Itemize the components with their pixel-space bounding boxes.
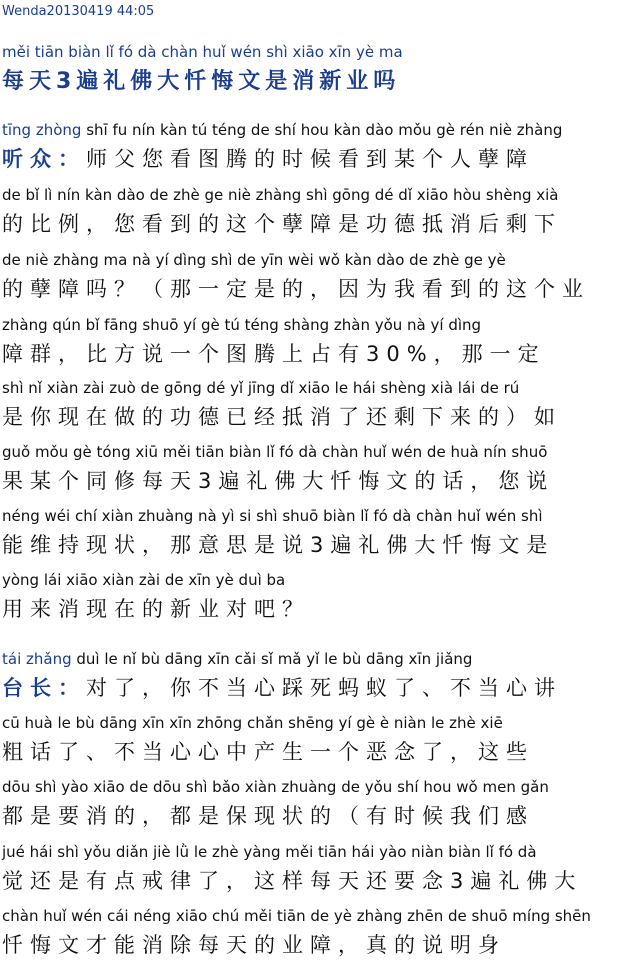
speaker-label: 听众： bbox=[2, 147, 86, 171]
text-line: 是你现在做的功德已经抵消了还剩下来的）如 bbox=[2, 405, 562, 429]
pinyin-line: jué hái shì yǒu diǎn jiè lǜ le zhè yàng měi tiān hái yào niàn biàn lǐ fó dà bbox=[2, 843, 537, 861]
text-line: 的比例，您看到的这个孽障是功德抵消后剩下 bbox=[2, 212, 562, 236]
pinyin-line bbox=[2, 650, 472, 668]
text-line: 忏悔文才能消除每天的业障，真的说明身 bbox=[2, 933, 506, 957]
pinyin-line: yòng lái xiāo xiàn zài de xīn yè duì ba bbox=[2, 571, 286, 589]
speaker-pinyin: tīng zhòng bbox=[2, 121, 82, 139]
pinyin-line: de niè zhàng ma nà yí dìng shì de yīn wèi wǒ kàn dào de zhè ge yè bbox=[2, 251, 506, 269]
text-line: 果某个同修每天3遍礼佛大忏悔文的话，您说 bbox=[2, 469, 555, 493]
text-line: 的孽障吗？（那一定是的，因为我看到的这个业 bbox=[2, 277, 590, 301]
document-header: Wenda20130419 44:05 bbox=[2, 4, 155, 19]
pinyin-line: de bǐ lì nín kàn dào de zhè ge niè zhàng shì gōng dé dǐ xiāo hòu shèng xià bbox=[2, 186, 559, 204]
title: 每天3遍礼佛大忏悔文是消新业吗 bbox=[2, 69, 401, 94]
text-line: 障群，比方说一个图腾上占有30%，那一定 bbox=[2, 342, 546, 366]
text-line bbox=[2, 143, 534, 173]
text-line: 粗话了、不当心心中产生一个恶念了，这些 bbox=[2, 740, 534, 764]
pinyin-line: guǒ mǒu gè tóng xiū měi tiān biàn lǐ fó dà chàn huǐ wén de huà nín shuō bbox=[2, 443, 548, 461]
text-line: 用来消现在的新业对吧？ bbox=[2, 597, 310, 621]
speaker-label: 台长： bbox=[2, 676, 86, 700]
pinyin-line: cū huà le bù dāng xīn xīn zhōng chǎn shēng yí gè è niàn le zhè xiē bbox=[2, 714, 503, 732]
pinyin-line: dōu shì yào xiāo de dōu shì bǎo xiàn zhuàng de yǒu shí hou wǒ men gǎn bbox=[2, 778, 549, 796]
pinyin-text: shī fu nín kàn tú téng de shí hou kàn dào mǒu gè rén niè zhàng bbox=[81, 121, 563, 139]
pinyin-line bbox=[2, 121, 562, 139]
line-text: 对了，你不当心踩死蚂蚁了、不当心讲 bbox=[86, 676, 562, 700]
pinyin-text: duì le nǐ bù dāng xīn cǎi sǐ mǎ yǐ le bù dāng xīn jiǎng bbox=[71, 650, 473, 668]
text-line bbox=[2, 672, 562, 702]
pinyin-line: néng wéi chí xiàn zhuàng nà yì si shì shuō biàn lǐ fó dà chàn huǐ wén shì bbox=[2, 507, 543, 525]
pinyin-line: zhàng qún bǐ fāng shuō yí gè tú téng shàng zhàn yǒu nà yí dìng bbox=[2, 316, 482, 334]
pinyin-line: chàn huǐ wén cái néng xiāo chú měi tiān de yè zhàng zhēn de shuō míng shēn bbox=[2, 907, 591, 925]
speaker-pinyin: tái zhǎng bbox=[2, 650, 72, 668]
pinyin-line: shì nǐ xiàn zài zuò de gōng dé yǐ jīng dǐ xiāo le hái shèng xià lái de rú bbox=[2, 379, 520, 397]
text-line: 都是要消的，都是保现状的（有时候我们感 bbox=[2, 804, 534, 828]
text-line: 觉还是有点戒律了，这样每天还要念3遍礼佛大 bbox=[2, 869, 583, 893]
title-pinyin: měi tiān biàn lǐ fó dà chàn huǐ wén shì xiāo xīn yè ma bbox=[2, 43, 403, 61]
line-text: 师父您看图腾的时候看到某个人孽障 bbox=[86, 147, 534, 171]
text-line: 能维持现状，那意思是说3遍礼佛大忏悔文是 bbox=[2, 533, 555, 557]
